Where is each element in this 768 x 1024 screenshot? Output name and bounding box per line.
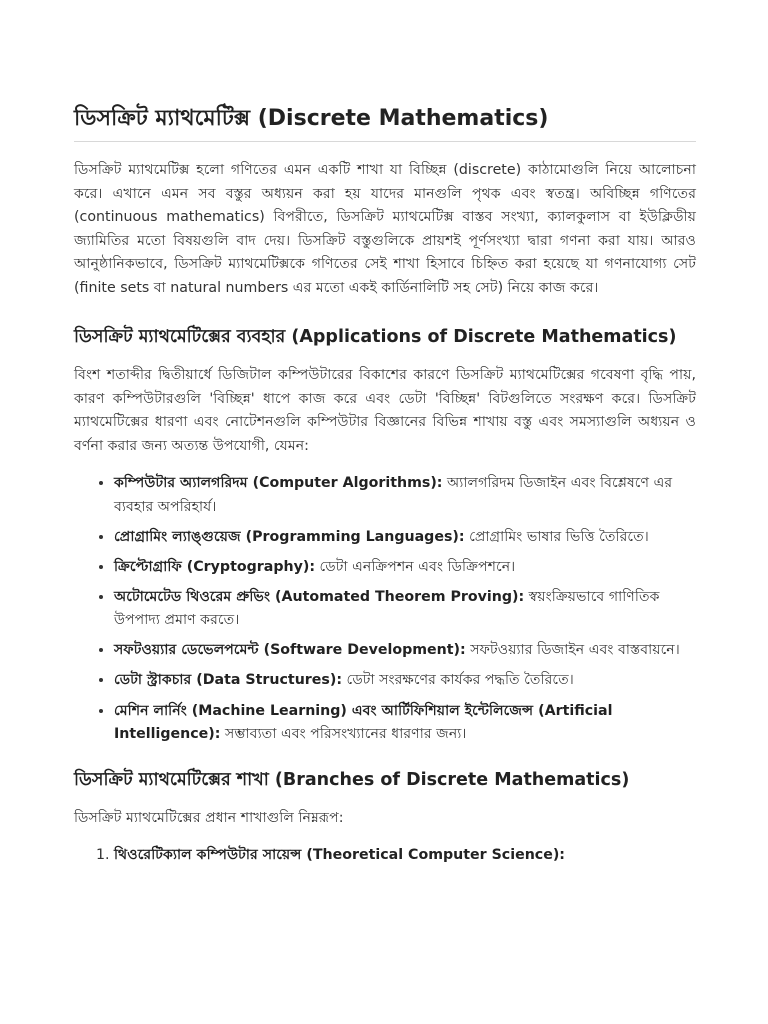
list-item-desc: সম্ভাব্যতা এবং পরিসংখ্যানের ধারণার জন্য।	[220, 726, 467, 743]
list-item-desc: সফটওয়্যার ডিজাইন এবং বাস্তবায়নে।	[465, 642, 680, 659]
list-item-desc: অ্যালগরিদম ডিজাইন এবং বিশ্লেষণে এর ব্যবহার অপরিহার্য।	[114, 475, 673, 515]
list-item-term: ডেটা স্ট্রাকচার (Data Structures):	[114, 672, 343, 689]
branches-paragraph: ডিসক্রিট ম্যাথমেটিক্সের প্রধান শাখাগুলি নিম্নরূপ:	[74, 809, 344, 826]
list-item	[114, 586, 696, 633]
applications-paragraph: বিংশ শতাব্দীর দ্বিতীয়ার্ধে ডিজিটাল কম্পিউটারের বিকাশের কারণে ডিসক্রিট ম্যাথমেটিক্সের গবেষণা বৃদ্ধি পায়, কারণ কম্পিউটারগুলি 'বিচ্ছিন্ন' ধাপে কাজ করে এবং ডেটা 'বিচ্ছিন্ন' বিটগুলিতে সংরক্ষণ করে। ডিসক্রিট ম্যাথমেটিক্সের ধারণা এবং নোটেশনগুলি কম্পিউটার বিজ্ঞানের বিভিন্ন শাখায় বস্তু এবং সমস্যাগুলি অধ্যয়ন ও বর্ণনা করার জন্য অত্যন্ত উপযোগী, যেমন:	[74, 367, 696, 454]
list-item	[114, 472, 696, 519]
applications-list	[74, 472, 696, 747]
page-title: ডিসক্রিট ম্যাথমেটিক্স (Discrete Mathematics)	[74, 103, 696, 142]
list-item-term: সফটওয়্যার ডেভেলপমেন্ট (Software Development):	[114, 642, 466, 659]
branches-heading: ডিসক্রিট ম্যাথমেটিক্সের শাখা (Branches of Discrete Mathematics)	[74, 769, 630, 790]
intro-paragraph: ডিসক্রিট ম্যাথমেটিক্স হলো গণিতের এমন একটি শাখা যা বিচ্ছিন্ন (discrete) কাঠামোগুলি নিয়ে আলোচনা করে। এখানে এমন সব বস্তুর অধ্যয়ন করা হয় যাদের মানগুলি পৃথক এবং স্বতন্ত্র। অবিচ্ছিন্ন গণিতের (continuous mathematics) বিপরীতে, ডিসক্রিট ম্যাথমেটিক্স বাস্তব সংখ্যা, ক্যালকুলাস বা ইউক্লিডীয় জ্যামিতির মতো বিষয়গুলি বাদ দেয়। ডিসক্রিট বস্তুগুলিকে প্রায়শই পূর্ণসংখ্যা দ্বারা গণনা করা যায়। আরও আনুষ্ঠানিকভাবে, ডিসক্রিট ম্যাথমেটিক্সকে গণিতের সেই শাখা হিসাবে চিহ্নিত করা হয়েছে যা গণনাযোগ্য সেট (finite sets বা natural numbers এর মতো একই কার্ডিনালিটি সহ সেট) নিয়ে কাজ করে।	[74, 162, 696, 296]
list-item	[114, 844, 696, 868]
list-item-term: মেশিন লার্নিং (Machine Learning) এবং আর্টিফিশিয়াল ইন্টেলিজেন্স (Artificial Intelligence):	[114, 702, 613, 743]
list-item-term: প্রোগ্রামিং ল্যাঙ্গুয়েজ (Programming Languages):	[114, 528, 465, 545]
list-item-term: অটোমেটেড থিওরেম প্রুভিং (Automated Theorem Proving):	[114, 588, 525, 605]
list-item-desc: স্বয়ংক্রিয়ভাবে গাণিতিক উপপাদ্য প্রমাণ করতে।	[114, 588, 660, 629]
list-item-term: থিওরেটিক্যাল কম্পিউটার সায়েন্স (Theoretical Computer Science):	[114, 847, 565, 864]
branches-list	[74, 844, 696, 868]
list-item-desc: ডেটা এনক্রিপশন এবং ডিক্রিপশনে।	[315, 558, 516, 575]
list-item	[114, 639, 696, 663]
list-item	[114, 556, 696, 580]
applications-heading: ডিসক্রিট ম্যাথমেটিক্সের ব্যবহার (Applications of Discrete Mathematics)	[74, 327, 677, 347]
list-item-desc: প্রোগ্রামিং ভাষার ভিত্তি তৈরিতে।	[464, 528, 649, 545]
list-item-term: ক্রিপ্টোগ্রাফি (Cryptography):	[114, 558, 315, 575]
list-item-desc: ডেটা সংরক্ষণের কার্যকর পদ্ধতি তৈরিতে।	[342, 672, 574, 689]
list-item-term: কম্পিউটার অ্যালগরিদম (Computer Algorithms):	[114, 475, 443, 491]
list-item	[114, 700, 696, 747]
list-item	[114, 669, 696, 693]
list-item	[114, 526, 696, 550]
